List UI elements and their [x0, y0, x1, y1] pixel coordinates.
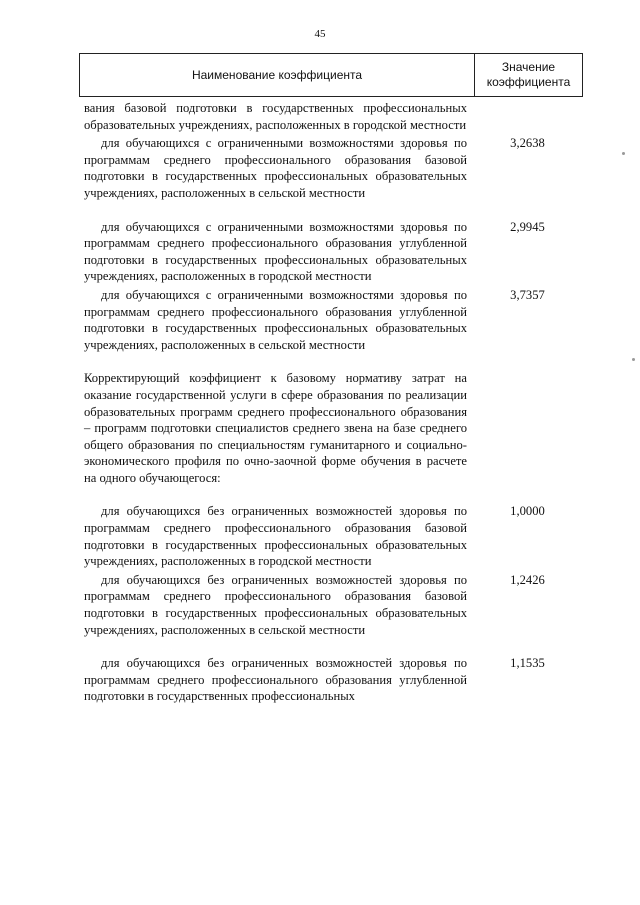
table-row [84, 370, 584, 486]
scan-speck [622, 152, 625, 155]
table-row [84, 287, 584, 353]
coefficient-value [467, 370, 584, 486]
coefficient-name: для обучающихся с ограниченными возможностями здоровья по программам среднего профессионального образования базовой подготовки в государственных профессиональных образовательных учреждениях, расположенных в сельской местности [84, 136, 467, 200]
coefficient-value: 3,7357 [510, 287, 545, 302]
coefficient-name: для обучающихся с ограниченными возможностями здоровья по программам среднего профессионального образования углубленной подготовки в государственных профессиональных образовательных учреждениях, расположенных в сельской местности [84, 287, 467, 352]
table-row [84, 219, 584, 285]
coefficient-group-heading: Корректирующий коэффициент к базовому нормативу затрат на оказание государственной услуги в сфере образования по реализации образовательных программ среднего профессионального образования – программ подготовки специалистов среднего звена на базе среднего общего образования по специальностям гуманитарного и социально-экономического профиля по очно-заочной форме обучения в расчете на одного обучающегося: [84, 371, 467, 485]
column-header-name: Наименование коэффициента [80, 54, 475, 96]
table-row [84, 655, 584, 705]
coefficient-value: 1,2426 [510, 572, 545, 587]
coefficient-name: вания базовой подготовки в государственных профессиональных образовательных учреждениях, расположенных в городской местности [84, 101, 467, 132]
coefficient-value: 2,9945 [510, 219, 545, 234]
scan-speck [632, 358, 635, 361]
coefficient-value: 1,1535 [510, 656, 545, 671]
table-row [84, 100, 584, 133]
coefficient-value: 3,2638 [510, 136, 545, 151]
coefficient-name: для обучающихся без ограниченных возможностей здоровья по программам среднего профессионального образования базовой подготовки в государственных профессиональных образовательных учреждениях, расположенных в сельской местности [84, 572, 467, 637]
page-number: 45 [314, 28, 326, 40]
table-row [84, 572, 584, 638]
table-body [84, 100, 584, 705]
coefficient-name: для обучающихся без ограниченных возможностей здоровья по программам среднего профессионального образования базовой подготовки в государственных профессиональных образовательных учреждениях, расположенных в городской местности [84, 504, 467, 569]
coefficient-value: 1,0000 [510, 504, 545, 519]
coefficient-name: для обучающихся без ограниченных возможностей здоровья по программам среднего профессионального образования углубленной подготовки в государственных профессиональных [84, 656, 467, 704]
table-row [84, 135, 584, 201]
column-header-value: Значение коэффициента [486, 60, 571, 89]
coefficient-value [467, 100, 584, 133]
table-row [84, 503, 584, 569]
coefficient-name: для обучающихся с ограниченными возможностями здоровья по программам среднего профессионального образования углубленной подготовки в государственных профессиональных образовательных учреждениях, расположенных в городской местности [84, 219, 467, 284]
table-header [79, 53, 583, 97]
